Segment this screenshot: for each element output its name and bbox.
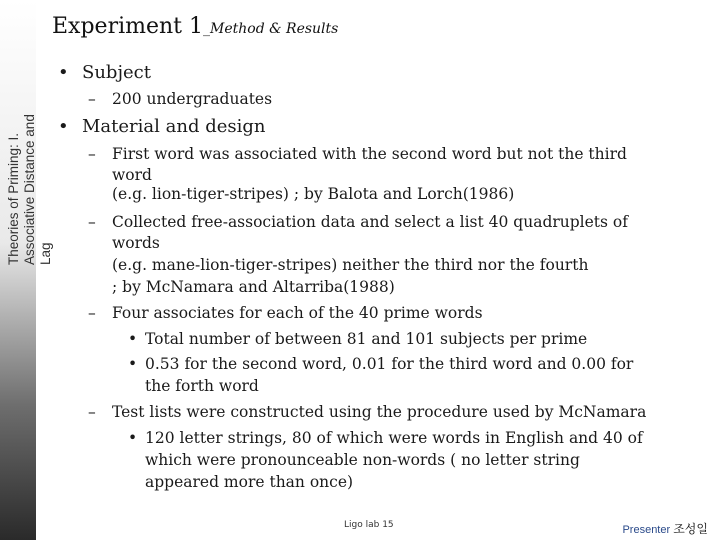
- content-line-level-2: Four associates for each of the 40 prime words: [112, 304, 483, 322]
- series-title-line: Associative Distance and: [22, 114, 37, 265]
- content-line-level-2: ; by McNamara and Altarriba(1988): [112, 278, 395, 296]
- dash-marker: –: [88, 304, 96, 322]
- content-line-level-2: word: [112, 166, 152, 184]
- content-line-level-1: Material and design: [82, 116, 266, 137]
- bullet-marker: •: [128, 429, 138, 447]
- bullet-marker: •: [58, 116, 69, 137]
- dash-marker: –: [88, 213, 96, 231]
- bullet-marker: •: [128, 355, 138, 373]
- content-line-level-3: which were pronounceable non-words ( no letter string: [145, 451, 580, 469]
- slide-title: [52, 14, 338, 39]
- dash-marker: –: [88, 403, 96, 421]
- content-line-level-2: (e.g. mane-lion-tiger-stripes) neither the third nor the fourth: [112, 256, 589, 274]
- series-title-line: Lag: [38, 242, 53, 265]
- footer-lab: Ligo lab: [344, 520, 380, 530]
- series-title-line: Theories of Priming: I.: [6, 132, 21, 265]
- content-line-level-3: the forth word: [145, 377, 259, 395]
- vertical-series-title: [6, 5, 54, 265]
- content-line-level-3: appeared more than once): [145, 473, 354, 491]
- bullet-marker: •: [128, 330, 138, 348]
- content-line-level-1: Subject: [82, 62, 151, 83]
- content-line-level-2: 200 undergraduates: [112, 90, 273, 108]
- content-line-level-2: First word was associated with the second word but not the third: [112, 145, 627, 163]
- bullet-marker: •: [58, 62, 69, 83]
- footer-lab-page: [344, 520, 394, 530]
- content-line-level-2: Test lists were constructed using the procedure used by McNamara: [112, 403, 647, 421]
- footer-presenter: [622, 520, 708, 537]
- content-line-level-3: 0.53 for the second word, 0.01 for the third word and 0.00 for: [145, 355, 634, 373]
- slide-title-main: Experiment 1: [52, 14, 204, 39]
- page-number: 15: [382, 520, 394, 530]
- dash-marker: –: [88, 90, 96, 108]
- content-line-level-2: words: [112, 234, 160, 252]
- content-line-level-2: (e.g. lion-tiger-stripes) ; by Balota and Lorch(1986): [112, 185, 515, 203]
- content-line-level-3: 120 letter strings, 80 of which were words in English and 40 of: [145, 429, 643, 447]
- content-line-level-2: Collected free-association data and select a list 40 quadruplets of: [112, 213, 628, 231]
- slide-title-sub: _Method & Results: [203, 21, 339, 37]
- dash-marker: –: [88, 145, 96, 163]
- presenter-name: 조성일: [673, 522, 708, 536]
- content-line-level-3: Total number of between 81 and 101 subjects per prime: [145, 330, 588, 348]
- presenter-label: Presenter: [622, 524, 671, 536]
